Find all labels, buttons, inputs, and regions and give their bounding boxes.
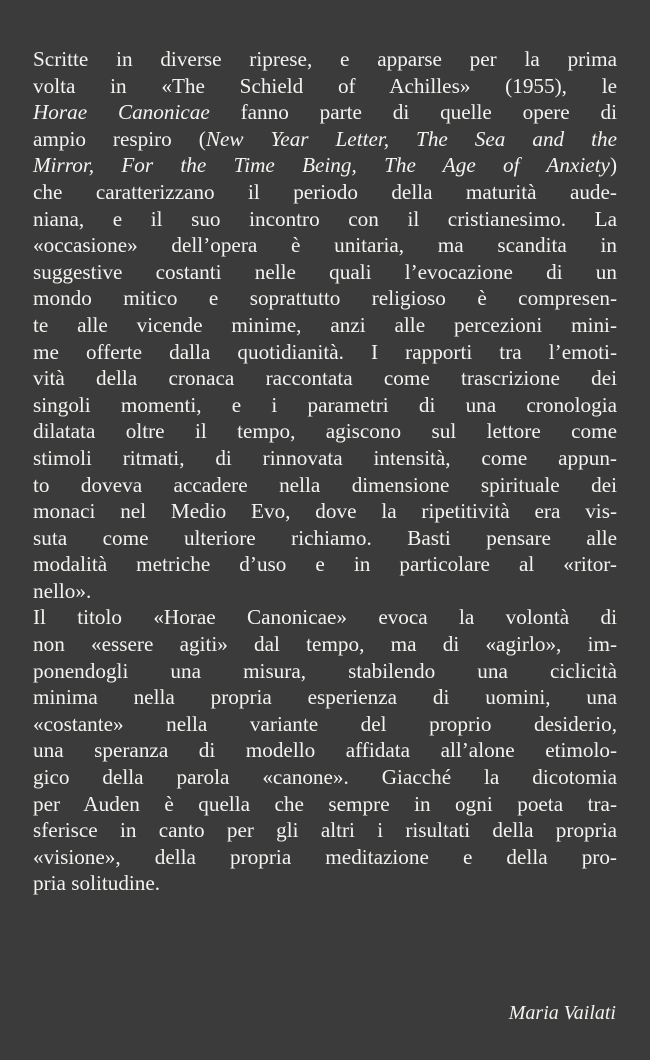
text-line <box>33 46 617 73</box>
text-line <box>33 604 617 631</box>
text-segment: stimoli ritmati, di rinnovata intensità, come appun- <box>33 445 617 470</box>
text-segment: ) <box>609 153 617 178</box>
text-line <box>33 551 617 578</box>
text-line <box>33 73 617 100</box>
text-segment: nello». <box>33 578 92 603</box>
text-line <box>33 764 617 791</box>
text-line <box>33 418 617 445</box>
paragraph <box>33 46 617 604</box>
text-segment: pria solitudine. <box>33 871 161 896</box>
paragraph <box>33 604 617 897</box>
text-line <box>33 684 617 711</box>
italic-title-text: New Year Letter, The Sea and the <box>205 126 618 151</box>
text-segment: gico della parola «canone». Giacché la dicotomia <box>33 765 617 790</box>
text-line <box>33 312 617 339</box>
text-line <box>33 578 617 605</box>
text-segment: suta come ulteriore richiamo. Basti pensare alle <box>33 525 617 550</box>
text-segment: una speranza di modello affidata all’alone etimolo- <box>33 738 617 763</box>
text-segment: che caratterizzano il periodo della maturità aude- <box>33 179 617 204</box>
text-line <box>33 445 617 472</box>
text-segment: dilatata oltre il tempo, agiscono sul lettore come <box>33 419 617 444</box>
text-line <box>33 259 617 286</box>
text-segment: suggestive costanti nelle quali l’evocazione di un <box>33 259 617 284</box>
text-line <box>33 870 617 897</box>
text-segment: sferisce in canto per gli altri i risultati della propria <box>33 818 617 843</box>
text-segment: me offerte dalla quotidianità. I rapporti tra l’emoti- <box>33 339 617 364</box>
text-line <box>33 285 617 312</box>
text-segment: «visione», della propria meditazione e della pro- <box>33 844 617 869</box>
text-segment: non «essere agiti» dal tempo, ma di «agirlo», im- <box>33 632 617 657</box>
text-line <box>33 844 617 871</box>
text-line <box>33 365 617 392</box>
text-segment: monaci nel Medio Evo, dove la ripetitività era vis- <box>33 499 617 524</box>
text-line <box>33 339 617 366</box>
text-line <box>33 206 617 233</box>
text-line <box>33 631 617 658</box>
text-segment: Scritte in diverse riprese, e apparse per la prima <box>33 47 617 71</box>
text-segment: ponendogli una misura, stabilendo una ciclicità <box>33 658 617 683</box>
text-segment: per Auden è quella che sempre in ogni poeta tra- <box>33 791 617 816</box>
text-segment: fanno parte di quelle opere di <box>209 100 617 125</box>
italic-title-text: Horae Canonicae <box>33 100 210 125</box>
text-segment: minima nella propria esperienza di uomini, una <box>33 685 617 710</box>
text-segment: mondo mitico e soprattutto religioso è compresen- <box>33 286 617 311</box>
text-line <box>33 817 617 844</box>
text-segment: «costante» nella variante del proprio desiderio, <box>33 711 617 736</box>
text-segment: «occasione» dell’opera è unitaria, ma scandita in <box>33 233 617 258</box>
text-line <box>33 791 617 818</box>
text-segment: Il titolo «Horae Canonicae» evoca la volontà di <box>33 605 617 630</box>
text-line <box>33 498 617 525</box>
text-segment: te alle vicende minime, anzi alle percezioni mini- <box>33 312 617 337</box>
text-segment: ampio respiro ( <box>33 126 206 151</box>
text-line <box>33 232 617 259</box>
text-line <box>33 737 617 764</box>
text-line <box>33 179 617 206</box>
text-line <box>33 99 617 126</box>
text-segment: modalità metriche d’uso e in particolare al «ritor- <box>33 552 617 577</box>
text-segment: singoli momenti, e i parametri di una cronologia <box>33 392 617 417</box>
text-segment: niana, e il suo incontro con il cristianesimo. La <box>33 206 617 231</box>
author-signature: Maria Vailati <box>508 1002 616 1024</box>
text-segment: to doveva accadere nella dimensione spirituale dei <box>33 472 617 497</box>
text-segment: vità della cronaca raccontata come trascrizione dei <box>33 366 617 391</box>
text-line <box>33 472 617 499</box>
text-segment: volta in «The Schield of Achilles» (1955), le <box>33 73 617 98</box>
text-line <box>33 392 617 419</box>
text-line <box>33 658 617 685</box>
italic-title-text: Mirror, For the Time Being, The Age of Anxiety <box>33 153 610 178</box>
text-line <box>33 711 617 738</box>
text-line <box>33 525 617 552</box>
text-line <box>33 152 617 179</box>
text-line <box>33 126 617 153</box>
body-text <box>33 46 617 897</box>
